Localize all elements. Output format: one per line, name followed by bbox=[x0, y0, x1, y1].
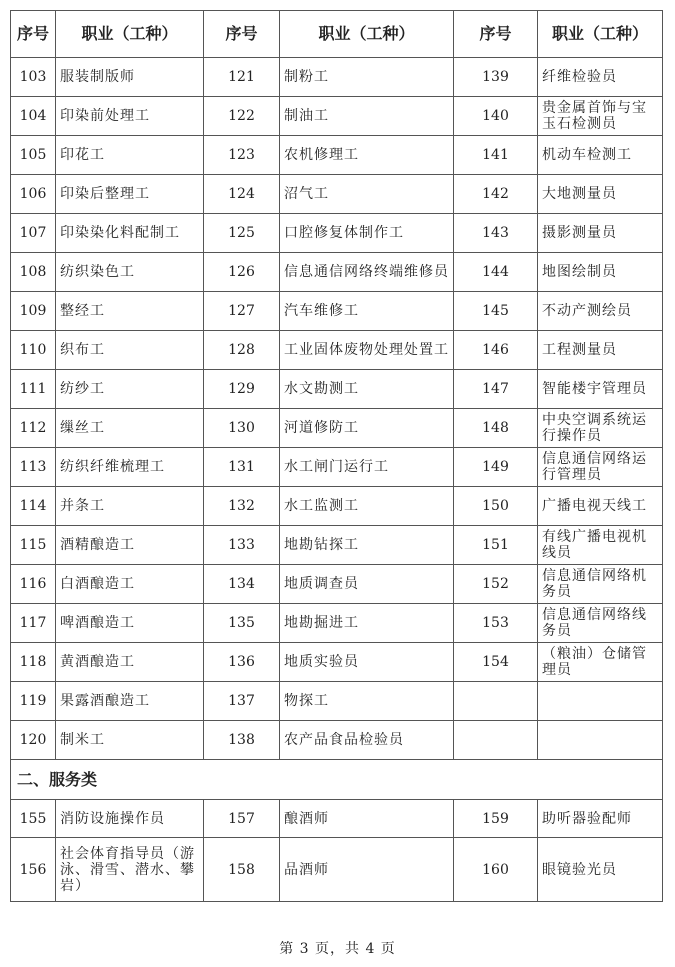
seq-cell: 127 bbox=[204, 292, 280, 331]
table-row bbox=[11, 292, 663, 331]
table-row bbox=[11, 643, 663, 682]
seq-cell: 116 bbox=[11, 565, 56, 604]
seq-cell: 120 bbox=[11, 721, 56, 760]
occupation-cell: 印染后整理工 bbox=[56, 175, 204, 214]
seq-cell: 117 bbox=[11, 604, 56, 643]
table-row bbox=[11, 721, 663, 760]
header-seq-2: 序号 bbox=[204, 11, 280, 58]
seq-cell: 113 bbox=[11, 448, 56, 487]
occupation-cell: 纺纱工 bbox=[56, 370, 204, 409]
seq-cell: 107 bbox=[11, 214, 56, 253]
occupation-cell: 地图绘制员 bbox=[538, 253, 663, 292]
occupation-cell: 地勘掘进工 bbox=[280, 604, 454, 643]
occupation-cell: 印染前处理工 bbox=[56, 97, 204, 136]
seq-cell: 135 bbox=[204, 604, 280, 643]
occupation-cell: 地质实验员 bbox=[280, 643, 454, 682]
seq-cell: 141 bbox=[454, 136, 538, 175]
occupation-cell: 智能楼宇管理员 bbox=[538, 370, 663, 409]
occupation-cell: 织布工 bbox=[56, 331, 204, 370]
seq-cell: 136 bbox=[204, 643, 280, 682]
occupation-cell: 啤酒酿造工 bbox=[56, 604, 204, 643]
seq-cell: 142 bbox=[454, 175, 538, 214]
occupation-cell: 地勘钻探工 bbox=[280, 526, 454, 565]
occupation-cell: 摄影测量员 bbox=[538, 214, 663, 253]
occupation-cell: 信息通信网络机务员 bbox=[538, 565, 663, 604]
seq-cell: 157 bbox=[204, 800, 280, 838]
occupation-cell: 消防设施操作员 bbox=[56, 800, 204, 838]
occupation-cell: 纤维检验员 bbox=[538, 58, 663, 97]
occupation-cell: 整经工 bbox=[56, 292, 204, 331]
table-row bbox=[11, 565, 663, 604]
seq-cell: 106 bbox=[11, 175, 56, 214]
seq-cell: 111 bbox=[11, 370, 56, 409]
seq-cell: 143 bbox=[454, 214, 538, 253]
occupation-cell: 工程测量员 bbox=[538, 331, 663, 370]
section-title: 二、服务类 bbox=[11, 760, 663, 800]
seq-cell: 149 bbox=[454, 448, 538, 487]
seq-cell: 125 bbox=[204, 214, 280, 253]
header-seq-3: 序号 bbox=[454, 11, 538, 58]
occupation-cell: 工业固体废物处理处置工 bbox=[280, 331, 454, 370]
seq-cell: 134 bbox=[204, 565, 280, 604]
occupation-cell: 中央空调系统运行操作员 bbox=[538, 409, 663, 448]
seq-cell: 108 bbox=[11, 253, 56, 292]
occupation-cell: 黄酒酿造工 bbox=[56, 643, 204, 682]
table-row bbox=[11, 136, 663, 175]
occupation-cell: 地质调查员 bbox=[280, 565, 454, 604]
table-row bbox=[11, 97, 663, 136]
seq-cell: 124 bbox=[204, 175, 280, 214]
occupation-cell: 眼镜验光员 bbox=[538, 838, 663, 902]
table-row bbox=[11, 214, 663, 253]
seq-cell: 145 bbox=[454, 292, 538, 331]
seq-cell: 114 bbox=[11, 487, 56, 526]
occupation-cell: 广播电视天线工 bbox=[538, 487, 663, 526]
seq-cell: 128 bbox=[204, 331, 280, 370]
section-row bbox=[11, 760, 663, 800]
occupation-cell: 信息通信网络终端维修员 bbox=[280, 253, 454, 292]
seq-cell: 122 bbox=[204, 97, 280, 136]
table-row bbox=[11, 487, 663, 526]
occupation-cell: 制油工 bbox=[280, 97, 454, 136]
occupation-cell: 大地测量员 bbox=[538, 175, 663, 214]
occupation-cell: 果露酒酿造工 bbox=[56, 682, 204, 721]
seq-cell: 126 bbox=[204, 253, 280, 292]
occupation-cell: 白酒酿造工 bbox=[56, 565, 204, 604]
seq-cell: 152 bbox=[454, 565, 538, 604]
table-row bbox=[11, 448, 663, 487]
table-row bbox=[11, 526, 663, 565]
occupation-cell: 水文勘测工 bbox=[280, 370, 454, 409]
occupation-cell: 口腔修复体制作工 bbox=[280, 214, 454, 253]
seq-cell: 121 bbox=[204, 58, 280, 97]
occupation-cell: 河道修防工 bbox=[280, 409, 454, 448]
seq-cell: 153 bbox=[454, 604, 538, 643]
table-row bbox=[11, 58, 663, 97]
seq-cell: 133 bbox=[204, 526, 280, 565]
occupation-table bbox=[10, 10, 663, 902]
header-seq-1: 序号 bbox=[11, 11, 56, 58]
occupation-cell: 水工闸门运行工 bbox=[280, 448, 454, 487]
seq-cell: 119 bbox=[11, 682, 56, 721]
seq-cell: 112 bbox=[11, 409, 56, 448]
seq-cell: 130 bbox=[204, 409, 280, 448]
occupation-cell: 纺织纤维梳理工 bbox=[56, 448, 204, 487]
seq-cell: 148 bbox=[454, 409, 538, 448]
occupation-cell: 信息通信网络线务员 bbox=[538, 604, 663, 643]
occupation-cell: 有线广播电视机线员 bbox=[538, 526, 663, 565]
seq-cell: 109 bbox=[11, 292, 56, 331]
seq-cell: 158 bbox=[204, 838, 280, 902]
seq-cell: 115 bbox=[11, 526, 56, 565]
occupation-cell: 并条工 bbox=[56, 487, 204, 526]
seq-cell: 110 bbox=[11, 331, 56, 370]
seq-cell: 159 bbox=[454, 800, 538, 838]
occupation-cell: 社会体育指导员（游泳、滑雪、潜水、攀岩） bbox=[56, 838, 204, 902]
occupation-cell: 缫丝工 bbox=[56, 409, 204, 448]
seq-cell: 139 bbox=[454, 58, 538, 97]
occupation-cell: 服装制版师 bbox=[56, 58, 204, 97]
table-row bbox=[11, 175, 663, 214]
table-header-row bbox=[11, 11, 663, 58]
seq-cell: 132 bbox=[204, 487, 280, 526]
table-row bbox=[11, 682, 663, 721]
occupation-cell: 制粉工 bbox=[280, 58, 454, 97]
occupation-cell bbox=[538, 682, 663, 721]
seq-cell: 146 bbox=[454, 331, 538, 370]
seq-cell: 154 bbox=[454, 643, 538, 682]
service-table-body bbox=[11, 800, 663, 902]
occupation-cell: 品酒师 bbox=[280, 838, 454, 902]
occupation-cell: 沼气工 bbox=[280, 175, 454, 214]
occupation-cell: 农产品食品检验员 bbox=[280, 721, 454, 760]
occupation-cell: 不动产测绘员 bbox=[538, 292, 663, 331]
header-occupation-3: 职业（工种） bbox=[538, 11, 663, 58]
occupation-cell: 酿酒师 bbox=[280, 800, 454, 838]
table-row bbox=[11, 604, 663, 643]
occupation-cell: 机动车检测工 bbox=[538, 136, 663, 175]
table-row bbox=[11, 370, 663, 409]
header-occupation-2: 职业（工种） bbox=[280, 11, 454, 58]
table-row bbox=[11, 331, 663, 370]
occupation-cell: 汽车维修工 bbox=[280, 292, 454, 331]
table-row bbox=[11, 800, 663, 838]
seq-cell: 105 bbox=[11, 136, 56, 175]
seq-cell: 103 bbox=[11, 58, 56, 97]
seq-cell: 155 bbox=[11, 800, 56, 838]
table-row bbox=[11, 253, 663, 292]
seq-cell bbox=[454, 721, 538, 760]
occupation-cell: 纺织染色工 bbox=[56, 253, 204, 292]
seq-cell: 144 bbox=[454, 253, 538, 292]
seq-cell: 151 bbox=[454, 526, 538, 565]
table-row bbox=[11, 838, 663, 902]
table-row bbox=[11, 409, 663, 448]
occupation-cell: 印染染化料配制工 bbox=[56, 214, 204, 253]
seq-cell: 123 bbox=[204, 136, 280, 175]
seq-cell: 137 bbox=[204, 682, 280, 721]
occupation-cell: 农机修理工 bbox=[280, 136, 454, 175]
occupation-cell: 制米工 bbox=[56, 721, 204, 760]
seq-cell: 140 bbox=[454, 97, 538, 136]
occupation-cell: 贵金属首饰与宝玉石检测员 bbox=[538, 97, 663, 136]
occupation-cell: （粮油）仓储管理员 bbox=[538, 643, 663, 682]
seq-cell: 131 bbox=[204, 448, 280, 487]
occupation-cell: 水工监测工 bbox=[280, 487, 454, 526]
seq-cell bbox=[454, 682, 538, 721]
occupation-cell: 酒精酿造工 bbox=[56, 526, 204, 565]
occupation-cell: 助听器验配师 bbox=[538, 800, 663, 838]
main-table-body bbox=[11, 58, 663, 760]
header-occupation-1: 职业（工种） bbox=[56, 11, 204, 58]
page-footer: 第 3 页，共 4 页 bbox=[279, 941, 396, 957]
seq-cell: 147 bbox=[454, 370, 538, 409]
seq-cell: 160 bbox=[454, 838, 538, 902]
seq-cell: 118 bbox=[11, 643, 56, 682]
occupation-cell: 物探工 bbox=[280, 682, 454, 721]
seq-cell: 156 bbox=[11, 838, 56, 902]
seq-cell: 104 bbox=[11, 97, 56, 136]
occupation-cell: 印花工 bbox=[56, 136, 204, 175]
seq-cell: 129 bbox=[204, 370, 280, 409]
seq-cell: 150 bbox=[454, 487, 538, 526]
seq-cell: 138 bbox=[204, 721, 280, 760]
occupation-cell bbox=[538, 721, 663, 760]
occupation-cell: 信息通信网络运行管理员 bbox=[538, 448, 663, 487]
